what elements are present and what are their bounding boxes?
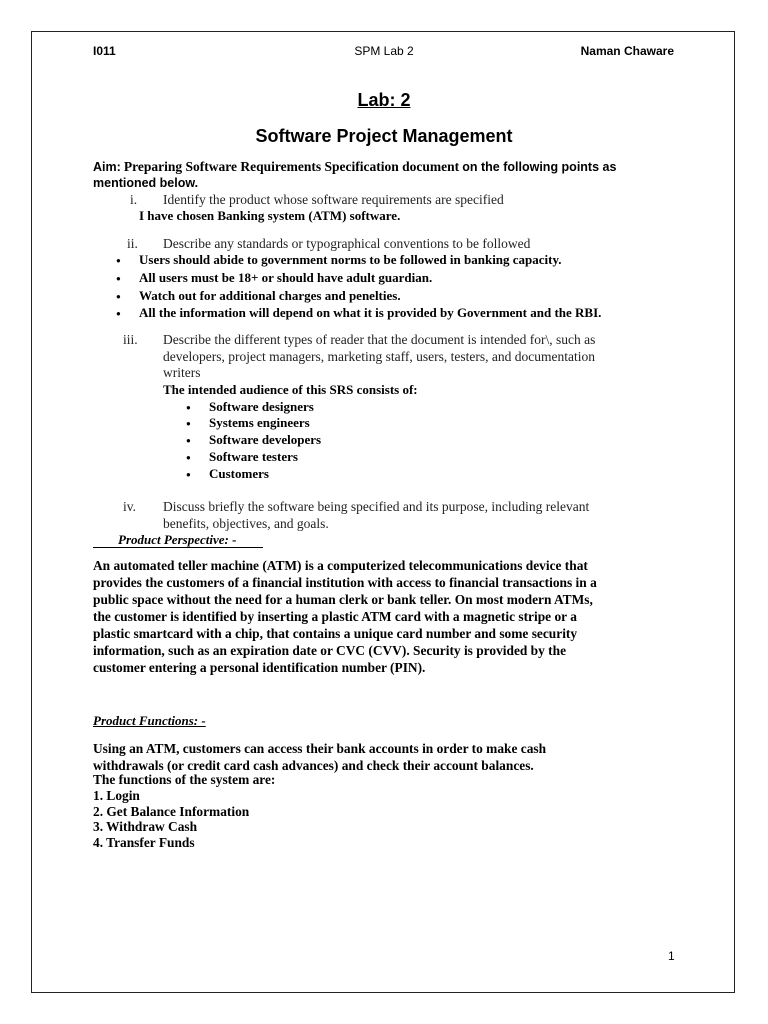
page-number: 1 bbox=[668, 949, 675, 963]
perspective-line: information, such as an expiration date or CVC (CVV). Security is provided by the bbox=[93, 643, 567, 658]
header-course: SPM Lab 2 bbox=[354, 44, 414, 58]
header-id: I011 bbox=[93, 44, 116, 58]
functions-paragraph bbox=[93, 740, 674, 774]
section-iv-number: iv. bbox=[123, 499, 136, 514]
functions-line: withdrawals (or credit card cash advances) and check their account balances. bbox=[93, 758, 534, 773]
page-title: Software Project Management bbox=[255, 126, 513, 146]
section-i-answer: I have chosen Banking system (ATM) software. bbox=[139, 208, 401, 223]
perspective-line: customer entering a personal identification number (PIN). bbox=[93, 660, 426, 675]
lab-title: Lab: 2 bbox=[357, 90, 411, 110]
audience-item: ● Software designers bbox=[209, 399, 314, 415]
function-item: 4. Transfer Funds bbox=[93, 835, 195, 850]
perspective-line: public space without the need for a human clerk or bank teller. On most modern ATMs, bbox=[93, 592, 593, 607]
perspective-line: provides the customers of a financial institution with access to financial transactions in a bbox=[93, 575, 597, 590]
aim-line bbox=[93, 159, 616, 175]
aim-label: Aim: bbox=[93, 160, 121, 174]
perspective-line: plastic smartcard with a chip, that contains a unique card number and some security bbox=[93, 626, 578, 641]
function-item: 3. Withdraw Cash bbox=[93, 819, 198, 834]
perspective-heading: Product Perspective: - bbox=[118, 532, 237, 547]
section-iv-prompt-line-1: Discuss briefly the software being specified and its purpose, including relevant bbox=[163, 499, 590, 514]
audience-intro: The intended audience of this SRS consists of: bbox=[163, 382, 418, 397]
section-iii-prompt-line-1: Describe the different types of reader that the document is intended for\, such as bbox=[163, 332, 596, 347]
functions-heading: Product Functions: - bbox=[93, 713, 206, 728]
aim-rest: on the following points as bbox=[462, 160, 617, 174]
section-iii-prompt-line-3: writers bbox=[163, 365, 201, 380]
function-item: 1. Login bbox=[93, 788, 140, 803]
functions-line: Using an ATM, customers can access their bank accounts in order to make cash bbox=[93, 741, 547, 756]
standards-bullet: ● Users should abide to government norms to be followed in banking capacity. bbox=[139, 252, 562, 268]
audience-item: ● Systems engineers bbox=[209, 415, 310, 431]
section-i-number: i. bbox=[130, 192, 138, 207]
functions-intro: The functions of the system are: bbox=[93, 772, 276, 787]
section-ii-number: ii. bbox=[127, 236, 138, 251]
section-ii-prompt: Describe any standards or typographical conventions to be followed bbox=[163, 236, 531, 251]
header-author: Naman Chaware bbox=[580, 44, 674, 58]
audience-item: ● Customers bbox=[209, 466, 269, 482]
standards-bullet: ● All users must be 18+ or should have adult guardian. bbox=[139, 270, 432, 286]
standards-bullet: ● All the information will depend on what it is provided by Government and the RBI. bbox=[139, 305, 601, 321]
section-i-prompt: Identify the product whose software requirements are specified bbox=[163, 192, 504, 207]
section-iii-number: iii. bbox=[123, 332, 138, 347]
perspective-line: An automated teller machine (ATM) is a computerized telecommunications device that bbox=[93, 558, 588, 573]
section-iv-prompt-line-2: benefits, objectives, and goals. bbox=[163, 516, 329, 531]
audience-item: ● Software testers bbox=[209, 449, 298, 465]
perspective-line: the customer is identified by inserting a plastic ATM card with a magnetic stripe or a bbox=[93, 609, 577, 624]
aim-emphasis: Preparing Software Requirements Specification document bbox=[123, 159, 460, 174]
aim-line-2: mentioned below. bbox=[93, 176, 199, 190]
standards-bullet: ● Watch out for additional charges and penelties. bbox=[139, 288, 401, 304]
perspective-paragraph bbox=[93, 557, 674, 676]
audience-item: ● Software developers bbox=[209, 432, 321, 448]
section-iii-prompt-line-2: developers, project managers, marketing staff, users, testers, and documentation bbox=[163, 349, 595, 364]
function-item: 2. Get Balance Information bbox=[93, 804, 250, 819]
